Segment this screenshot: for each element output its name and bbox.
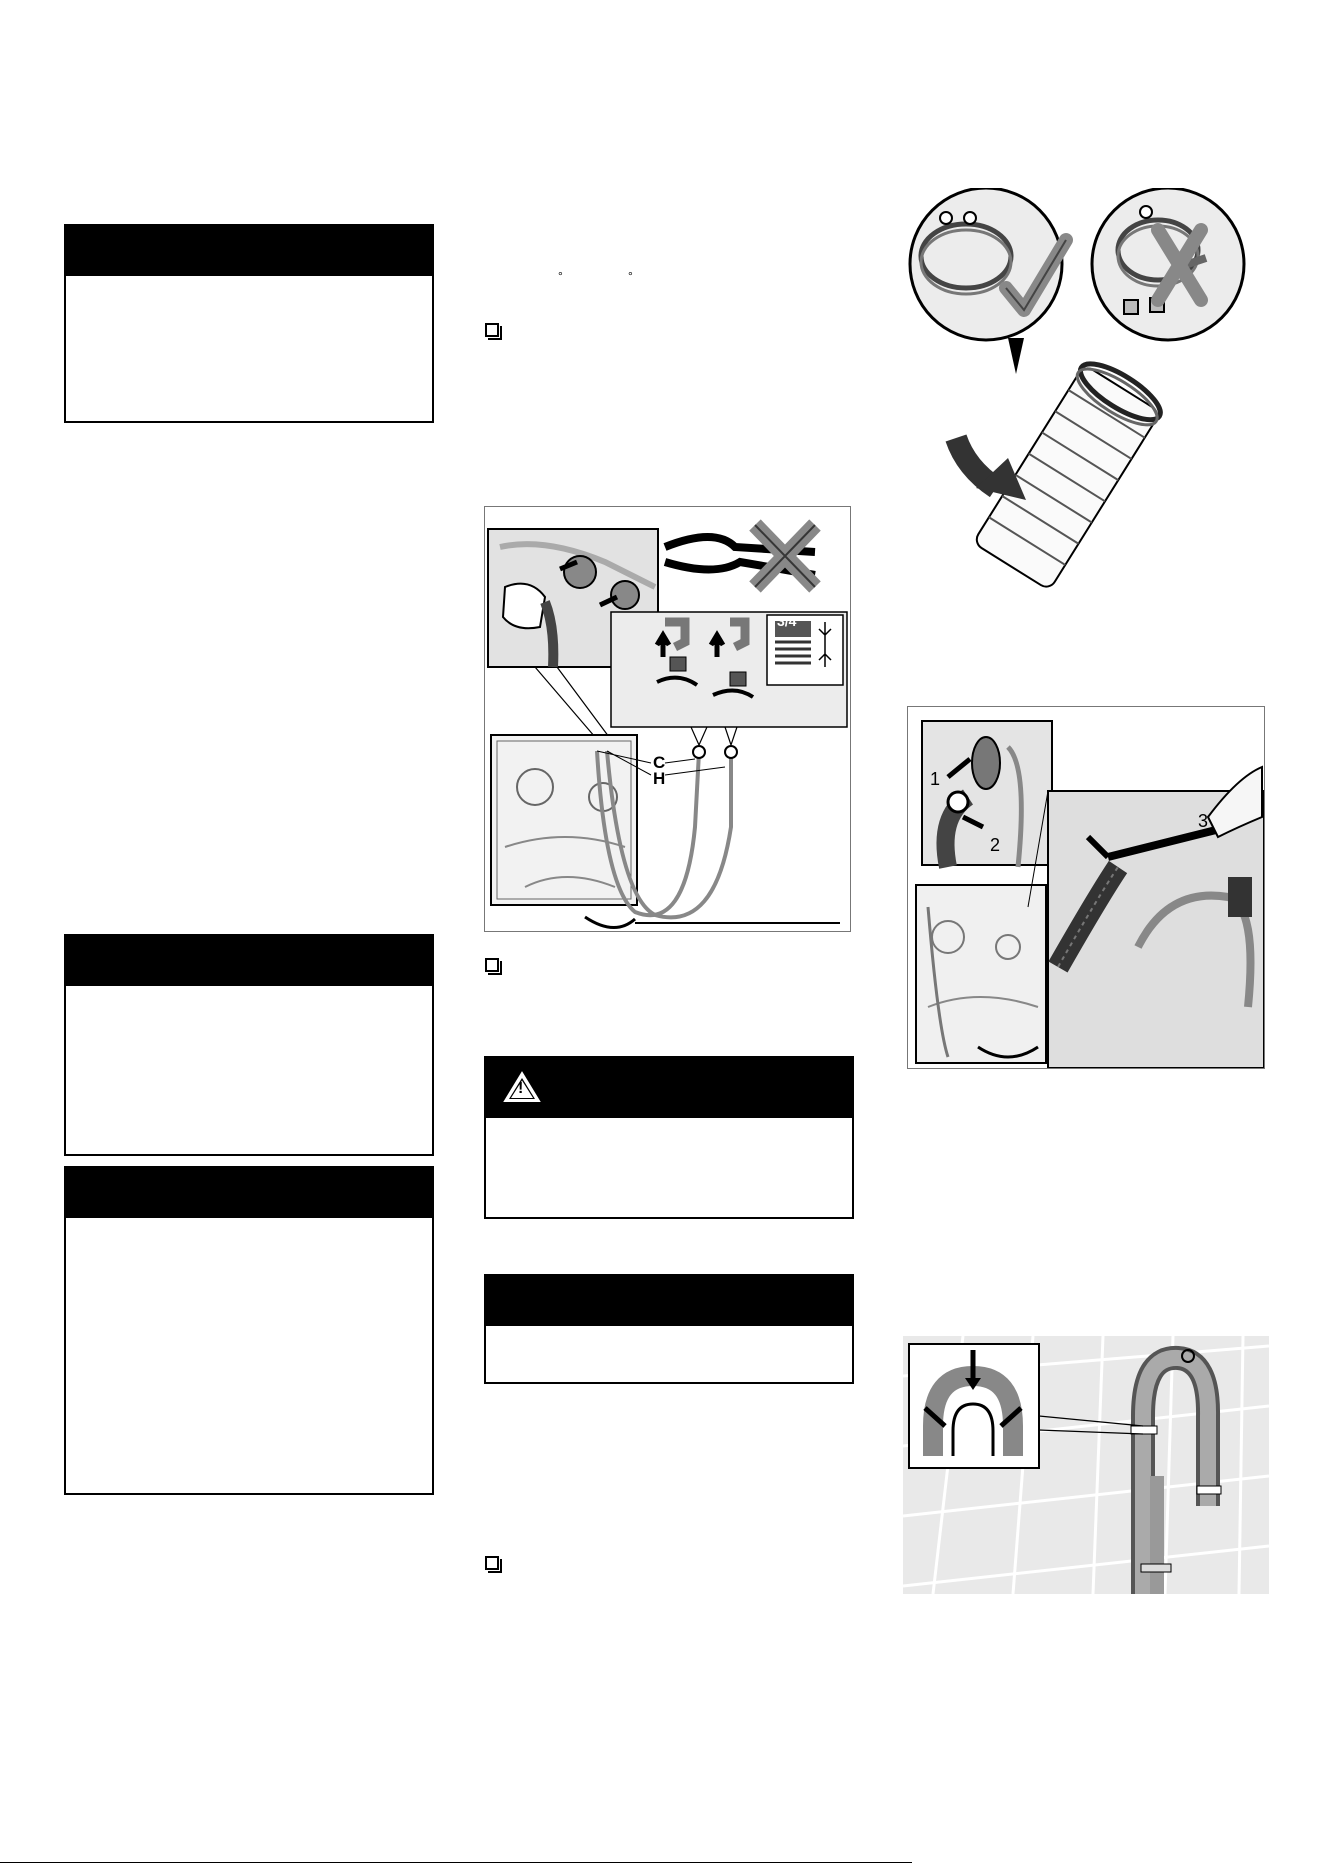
footer-rule [0, 1862, 912, 1863]
inlet-hose-diagram [484, 506, 851, 932]
checkbox-bullet-1 [485, 323, 499, 337]
drain-hook-diagram [903, 1336, 1269, 1594]
notice-box-3-header [66, 1168, 432, 1218]
checkbox-bullet-3 [485, 1556, 499, 1570]
notice-box-3 [64, 1166, 434, 1495]
warning-box [484, 1056, 854, 1219]
step-label-2: 2 [990, 835, 1001, 855]
label-thread-size: 3/4" [777, 613, 804, 629]
note-box [484, 1274, 854, 1384]
notice-box-2-header [66, 936, 432, 986]
notice-box-2 [64, 934, 434, 1156]
hose-clamp-diagram [896, 188, 1256, 628]
degree-symbol-1: ° [558, 269, 563, 283]
step-label-1: 1 [930, 769, 941, 789]
warning-mark: ! [518, 1080, 524, 1097]
degree-symbol-2: ° [628, 269, 633, 283]
checkbox-bullet-2 [485, 958, 499, 972]
drain-hose-diagram [907, 706, 1265, 1069]
notice-box-1-header [66, 226, 432, 276]
label-hot: H [653, 769, 666, 788]
notice-box-1 [64, 224, 434, 423]
step-label-3: 3 [1198, 811, 1209, 831]
note-box-header [486, 1276, 852, 1326]
warning-box-header [486, 1058, 852, 1118]
label-cold: C [653, 753, 666, 772]
